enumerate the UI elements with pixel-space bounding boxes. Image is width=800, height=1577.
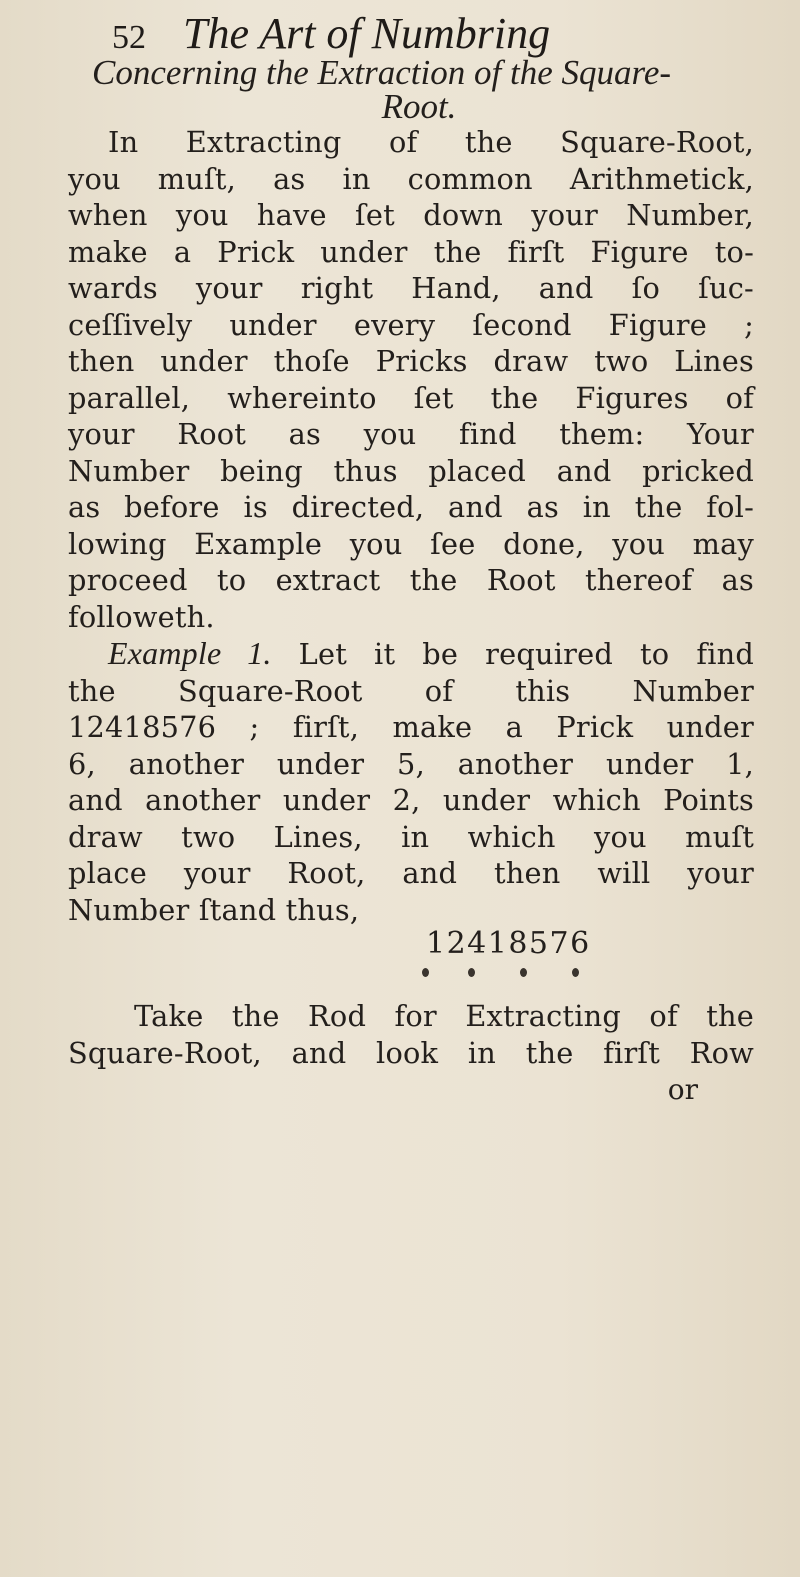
text-line: 6, another under 5, another under 1, [68,746,754,781]
page-number: 52 [112,19,146,56]
paragraph-extraction-method [68,124,754,635]
prick-mark [520,968,527,977]
text-line: as before is directed, and as in the fol- [68,490,754,524]
text-line [68,635,754,673]
section-heading-line-1: Concerning the Extraction of the Square- [92,53,672,92]
text-line: Number ſtand thus, [68,892,360,927]
paragraph-example-1 [68,635,754,928]
text-line: when you have ſet down your Number, [68,198,754,232]
text-line: and another under 2, under which Points [68,783,754,817]
text-line: followeth. [68,599,215,634]
text-line: proceed to extract the Root thereof as [68,563,754,597]
text-line: Take the Rod for Extracting of the [134,999,754,1033]
prick-mark [422,968,429,977]
text-line: Number being thus placed and pricked [68,453,754,488]
section-heading-line-2: Root. [381,87,457,126]
text-line: 12418576 ; firſt, make a Prick under [68,710,754,744]
text-line: the Square-Root of this Number [68,673,754,708]
body-text-continued [68,998,754,1071]
text-line: your Root as you find them: Your [68,417,754,451]
text-line: draw two Lines, in which you muſt [68,819,754,854]
text-line: ceſſively under every ſecond Figure ; [68,307,754,342]
catchword: or [667,1073,698,1106]
text-line: wards your right Hand, and ſo ſuc- [68,271,754,305]
text-line: lowing Example you ſee done, you may [68,526,754,561]
running-title: The Art of Numbring [183,9,551,58]
example-label: Example 1. [108,635,272,671]
paragraph-take-the-rod [68,998,754,1071]
text-line: then under thoſe Pricks draw two Lines [68,344,754,378]
section-heading [68,53,770,126]
text-line: you muſt, as in common Arithmetick, [68,161,754,196]
prick-mark [468,968,475,977]
text-line: parallel, whereinto ſet the Figures of [68,380,754,415]
text-fragment: Let it be required to find [298,637,755,671]
body-text [68,124,754,928]
text-line: make a Prick under the firſt Figure to- [68,234,754,269]
text-line: Square-Root, and look in the firſt Row [68,1035,754,1070]
text-line: place your Root, and then will your [68,856,754,890]
example-number: 12418576 [426,926,591,961]
text-line: In Extracting of the Square-Root, [108,125,754,159]
prick-mark [572,968,579,977]
prick-marks [420,962,620,990]
